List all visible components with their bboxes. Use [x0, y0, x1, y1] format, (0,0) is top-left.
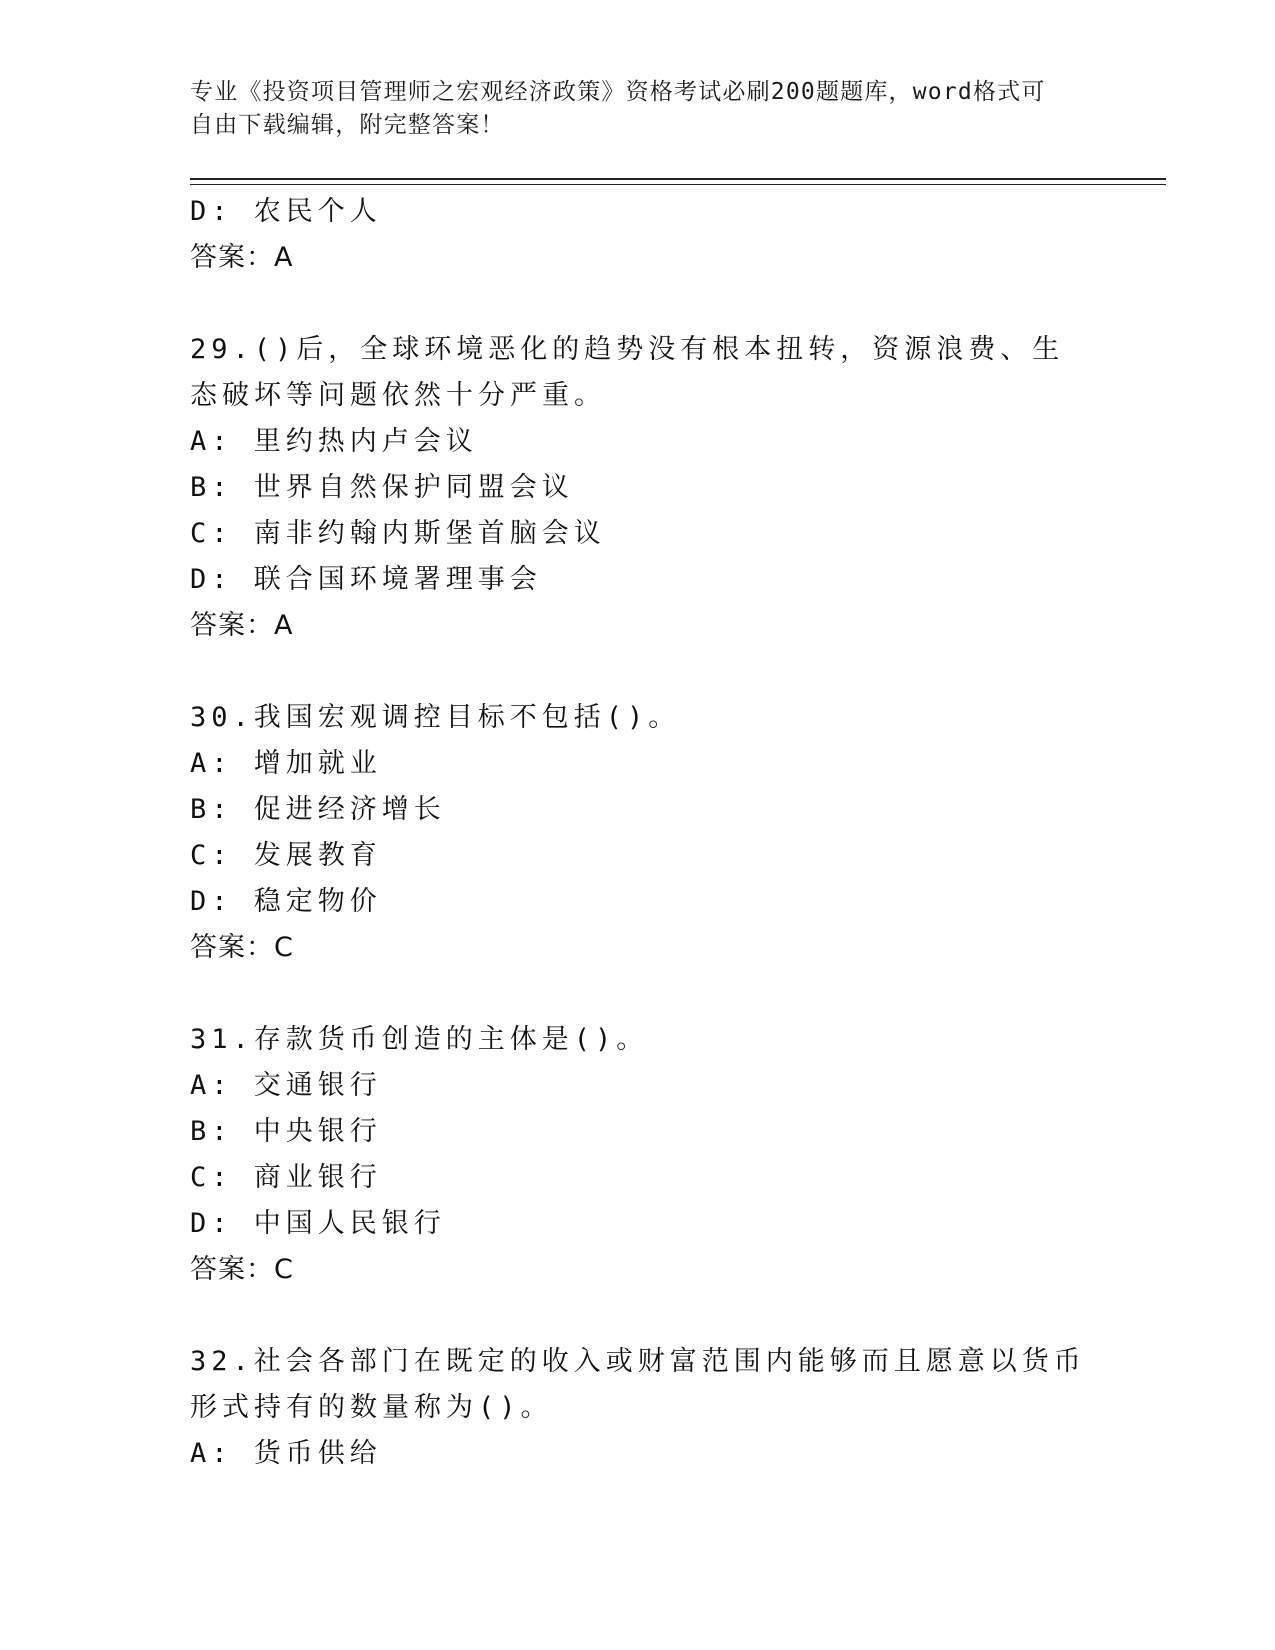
question-stem: 30.我国宏观调控目标不包括()。: [190, 702, 681, 733]
option-c: C: 南非约翰内斯堡首脑会议: [190, 518, 606, 549]
option-a: A: 里约热内卢会议: [190, 426, 478, 457]
document-header: [190, 76, 1090, 142]
option-c: C: 商业银行: [190, 1162, 382, 1193]
header-rule-thin: [190, 184, 1166, 185]
answer: 答案：A: [190, 242, 294, 273]
option-d: D: 联合国环境署理事会: [190, 564, 542, 595]
option-a: A: 货币供给: [190, 1438, 382, 1469]
option-d: D: 稳定物价: [190, 886, 382, 917]
option-d: D: 中国人民银行: [190, 1208, 446, 1239]
option-a: A: 增加就业: [190, 748, 382, 779]
header-rule-thick: [190, 178, 1166, 180]
option-c: C: 发展教育: [190, 840, 382, 871]
question-stem: 31.存款货币创造的主体是()。: [190, 1024, 649, 1055]
document-body: [190, 189, 1090, 1477]
option-d: D: 农民个人: [190, 196, 382, 227]
question-stem: 29.()后，全球环境恶化的趋势没有根本扭转，资源浪费、生态破坏等问题依然十分严重。: [190, 334, 1065, 411]
option-b: B: 中央银行: [190, 1116, 382, 1147]
header-line-2: 自由下载编辑，附完整答案！: [190, 112, 505, 138]
spacer: [190, 1293, 1090, 1339]
header-line-1: 专业《投资项目管理师之宏观经济政策》资格考试必刷200题题库，word格式可: [190, 79, 1046, 105]
spacer: [190, 281, 1090, 327]
answer: 答案：C: [190, 932, 294, 963]
option-a: A: 交通银行: [190, 1070, 382, 1101]
spacer: [190, 971, 1090, 1017]
option-b: B: 世界自然保护同盟会议: [190, 472, 574, 503]
answer: 答案：C: [190, 1254, 294, 1285]
spacer: [190, 649, 1090, 695]
option-b: B: 促进经济增长: [190, 794, 446, 825]
answer: 答案：A: [190, 610, 294, 641]
question-stem: 32.社会各部门在既定的收入或财富范围内能够而且愿意以货币形式持有的数量称为()。: [190, 1346, 1086, 1423]
